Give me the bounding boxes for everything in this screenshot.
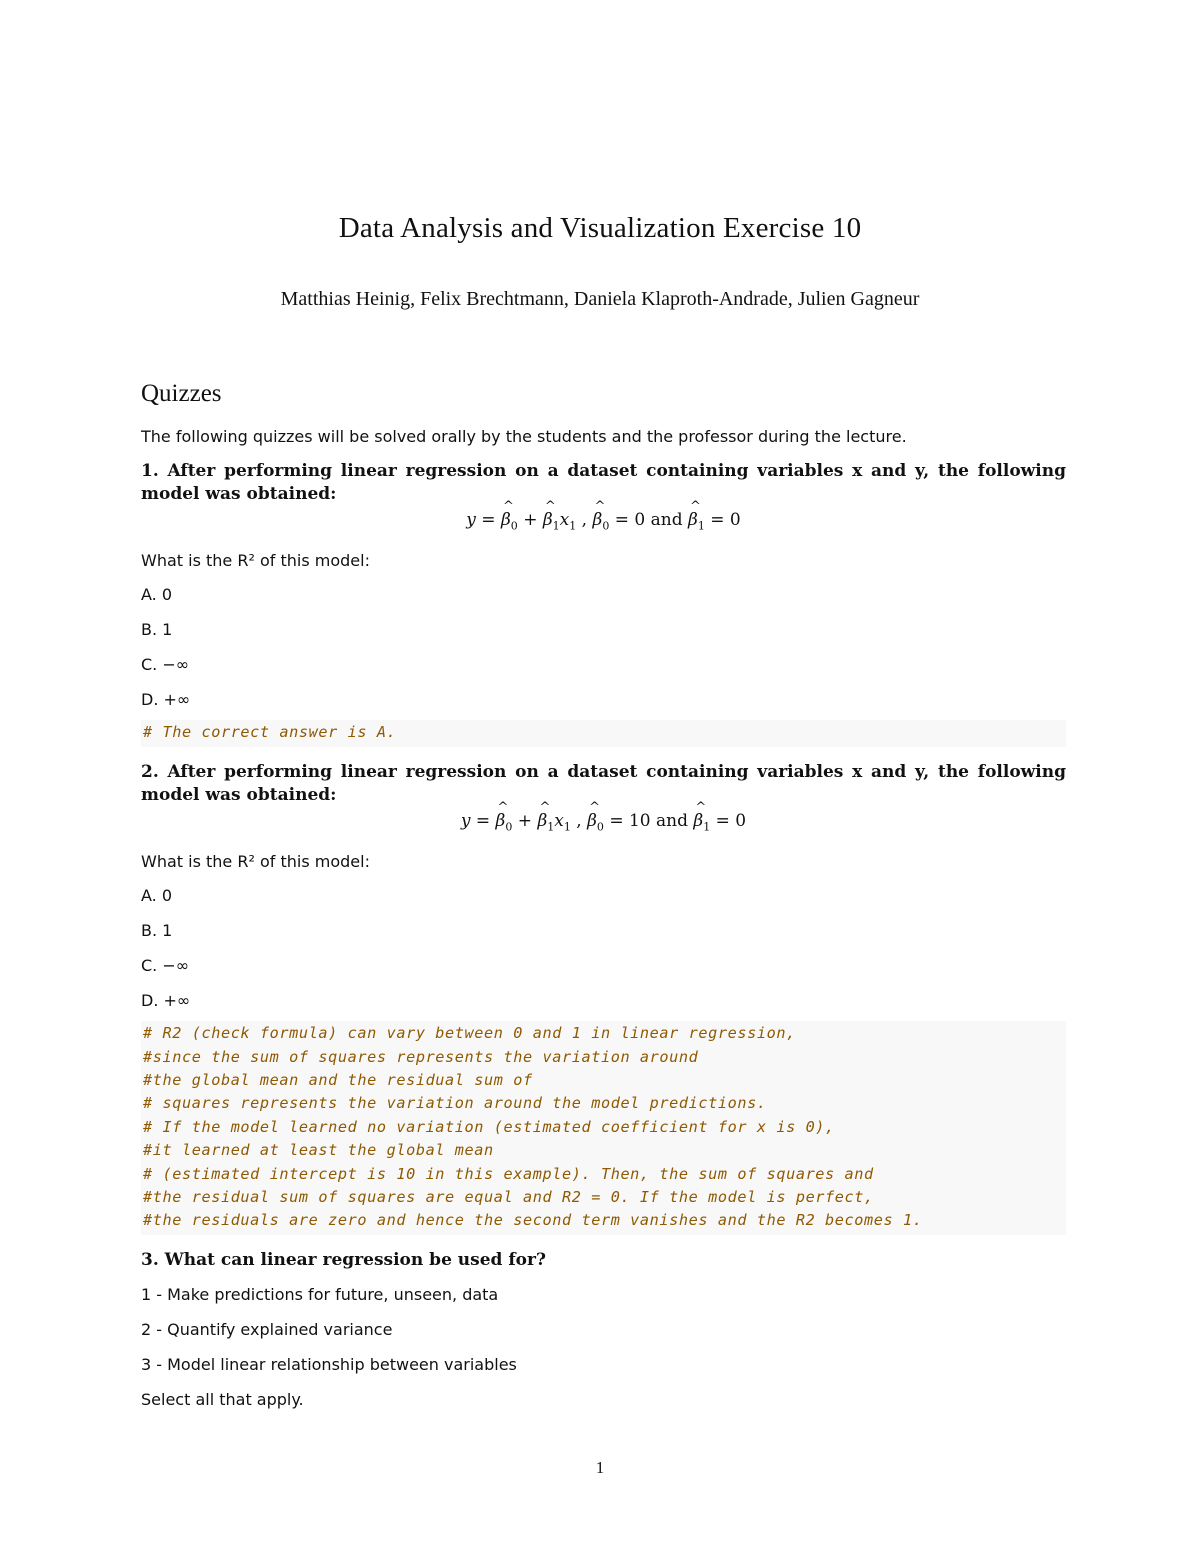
quiz2-option-b: B. 1 (141, 921, 173, 941)
equation-lhs: y (460, 810, 471, 831)
code-line: # R2 (check formula) can vary between 0 and 1 in linear regression, (143, 1024, 796, 1043)
quiz3-item-1: 1 - Make predictions for future, unseen, data (141, 1284, 499, 1304)
quiz1-option-d: D. +∞ (141, 690, 191, 710)
code-line: #the residuals are zero and hence the second term vanishes and the R2 becomes 1. (143, 1211, 923, 1230)
quiz2-beta0-value: 10 (628, 810, 651, 831)
beta-hat-symbol: ^ β (592, 508, 602, 532)
quiz1-option-b: B. 1 (141, 620, 173, 640)
quiz1-option-a: A. 0 (141, 585, 173, 605)
beta-hat-symbol: ^ β (537, 809, 547, 833)
quiz3-item-3: 3 - Model linear relationship between variables (141, 1354, 517, 1374)
quiz2-option-c: C. −∞ (141, 956, 190, 976)
quiz1-equation: y = ^ $\beta_0$ + ^ $\beta_1x_1$ , ^ $\beta_0 = 0$ and ^ $\beta_1 = 0$ (141, 508, 1066, 538)
quiz2-question: 2. After performing linear regression on a dataset containing variables x and y, the following model was obtained: (141, 761, 1066, 805)
quiz1-answer-code: # The correct answer is A. (141, 720, 1066, 746)
main-content (141, 380, 1066, 1424)
code-line: #it learned at least the global mean (143, 1141, 494, 1160)
code-line: # If the model learned no variation (estimated coefficient for x is 0), (143, 1117, 835, 1136)
quiz1-beta1-value: 0 (729, 510, 741, 530)
equation-and: and (656, 810, 688, 831)
equation-equals: = (475, 810, 491, 831)
quiz2-prompt: What is the R² of this model: (141, 852, 370, 872)
beta-hat-symbol: ^ β (543, 508, 553, 532)
equation-and: and (650, 510, 683, 530)
code-line: #the residual sum of squares are equal and R2 = 0. If the model is perfect, (143, 1188, 874, 1207)
code-line: #the global mean and the residual sum of (143, 1071, 533, 1089)
code-line: # (estimated intercept is 10 in this example). Then, the sum of squares and (143, 1164, 874, 1183)
quiz2-equation: y = ^ $\beta_0$ + ^ $\beta_1x_1$ , ^ $\beta_0 = 10$ and ^ $\beta_1 = 0$ (141, 809, 1066, 839)
beta-hat-symbol: ^ β (496, 809, 506, 833)
quiz1-option-c: C. −∞ (141, 655, 190, 675)
quiz3-instruction: Select all that apply. (141, 1389, 304, 1409)
quiz2-option-d: D. +∞ (141, 991, 191, 1011)
document-title: Data Analysis and Visualization Exercise 10 (338, 212, 862, 244)
equation-lhs: y (466, 510, 476, 530)
quiz2-beta1-value: 0 (735, 810, 747, 831)
code-line: # squares represents the variation around the model predictions. (143, 1094, 767, 1113)
page-number: 1 (595, 1458, 605, 1477)
quiz1-question: 1. After performing linear regression on a dataset containing variables x and y, the following model was obtained: (141, 461, 1066, 504)
section-heading: Quizzes (141, 380, 222, 407)
quiz2-answer-code (141, 1021, 1066, 1235)
beta-hat-symbol: ^ β (501, 508, 511, 532)
quiz2-option-a: A. 0 (141, 886, 173, 906)
quiz1-prompt: What is the R² of this model: (141, 551, 370, 571)
quiz3-item-2: 2 - Quantify explained variance (141, 1319, 393, 1339)
quiz1-beta0-value: 0 (634, 510, 646, 530)
quiz3-question: 3. What can linear regression be used for? (141, 1249, 546, 1270)
equation-equals: = (481, 510, 496, 530)
beta-hat-symbol: ^ β (693, 809, 703, 833)
document-authors: Matthias Heinig, Felix Brechtmann, Daniela Klaproth-Andrade, Julien Gagneur (280, 288, 920, 310)
section-intro: The following quizzes will be solved orally by the students and the professor during the lecture. (141, 427, 907, 446)
beta-hat-symbol: ^ β (587, 809, 597, 833)
beta-hat-symbol: ^ β (688, 508, 698, 532)
code-line: #since the sum of squares represents the variation around (143, 1047, 699, 1066)
